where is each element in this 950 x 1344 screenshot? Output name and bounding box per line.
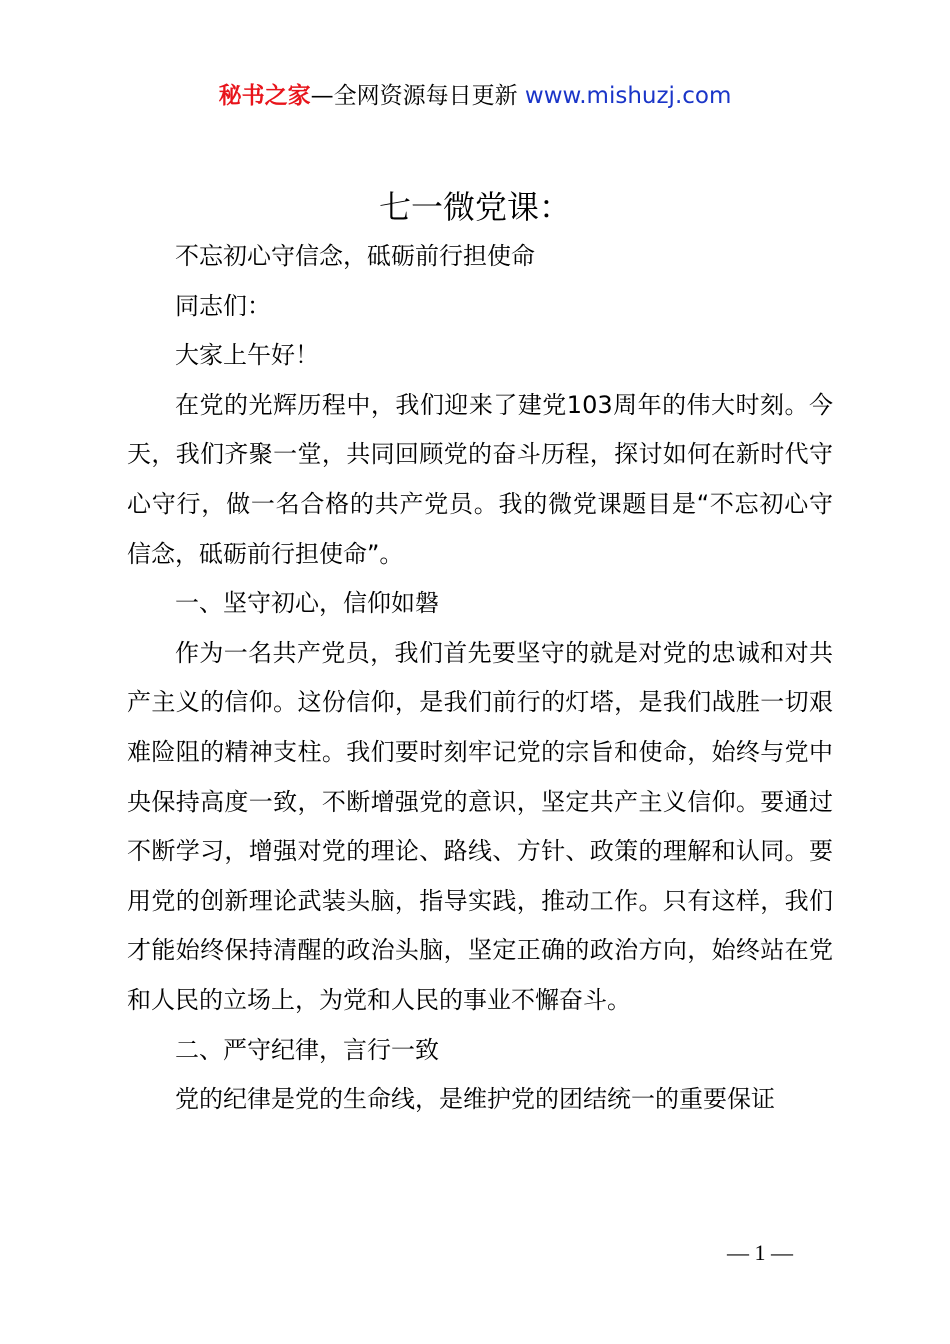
site-header [0, 80, 950, 112]
section-heading-2: 二、严守纪律，言行一致 [175, 1035, 439, 1064]
header-tagline: —全网资源每日更新 [310, 83, 518, 109]
greeting-paragraph: 大家上午好！ [175, 341, 319, 370]
intro-paragraph: 在党的光辉历程中，我们迎来了建党103周年的伟大时刻。今天，我们齐聚一堂，共同回顾党的奋斗历程，探讨如何在新时代守心守行，做一名合格的共产党员。我的微党课题目是“不忘初心守信念，砥砺前行担使命”。 [127, 390, 833, 568]
brand-name: 秘书之家 [218, 83, 311, 109]
section-2-paragraph: 党的纪律是党的生命线，是维护党的团结统一的重要保证 [175, 1085, 775, 1114]
section-heading-1: 一、坚守初心，信仰如磐 [175, 589, 439, 618]
page-number: — 1 — [727, 1240, 793, 1265]
section-1-paragraph: 作为一名共产党员，我们首先要坚守的就是对党的忠诚和对共产主义的信仰。这份信仰，是我们前行的灯塔，是我们战胜一切艰难险阻的精神支柱。我们要时刻牢记党的宗旨和使命，始终与党中央保持高度一致，不断增强党的意识，坚定共产主义信仰。要通过不断学习，增强对党的理论、路线、方针、政策的理解和认同。要用党的创新理论武装头脑，指导实践，推动工作。只有这样，我们才能始终保持清醒的政治头脑，坚定正确的政治方向，始终站在党和人民的立场上，为党和人民的事业不懈奋斗。 [127, 638, 833, 1014]
site-url: www.mishuzj.com [524, 83, 732, 109]
document-title: 七一微党课： [378, 188, 571, 226]
salutation-paragraph: 同志们： [175, 291, 271, 320]
document-body [127, 232, 833, 1125]
subtitle-paragraph: 不忘初心守信念，砥砺前行担使命 [175, 242, 535, 270]
